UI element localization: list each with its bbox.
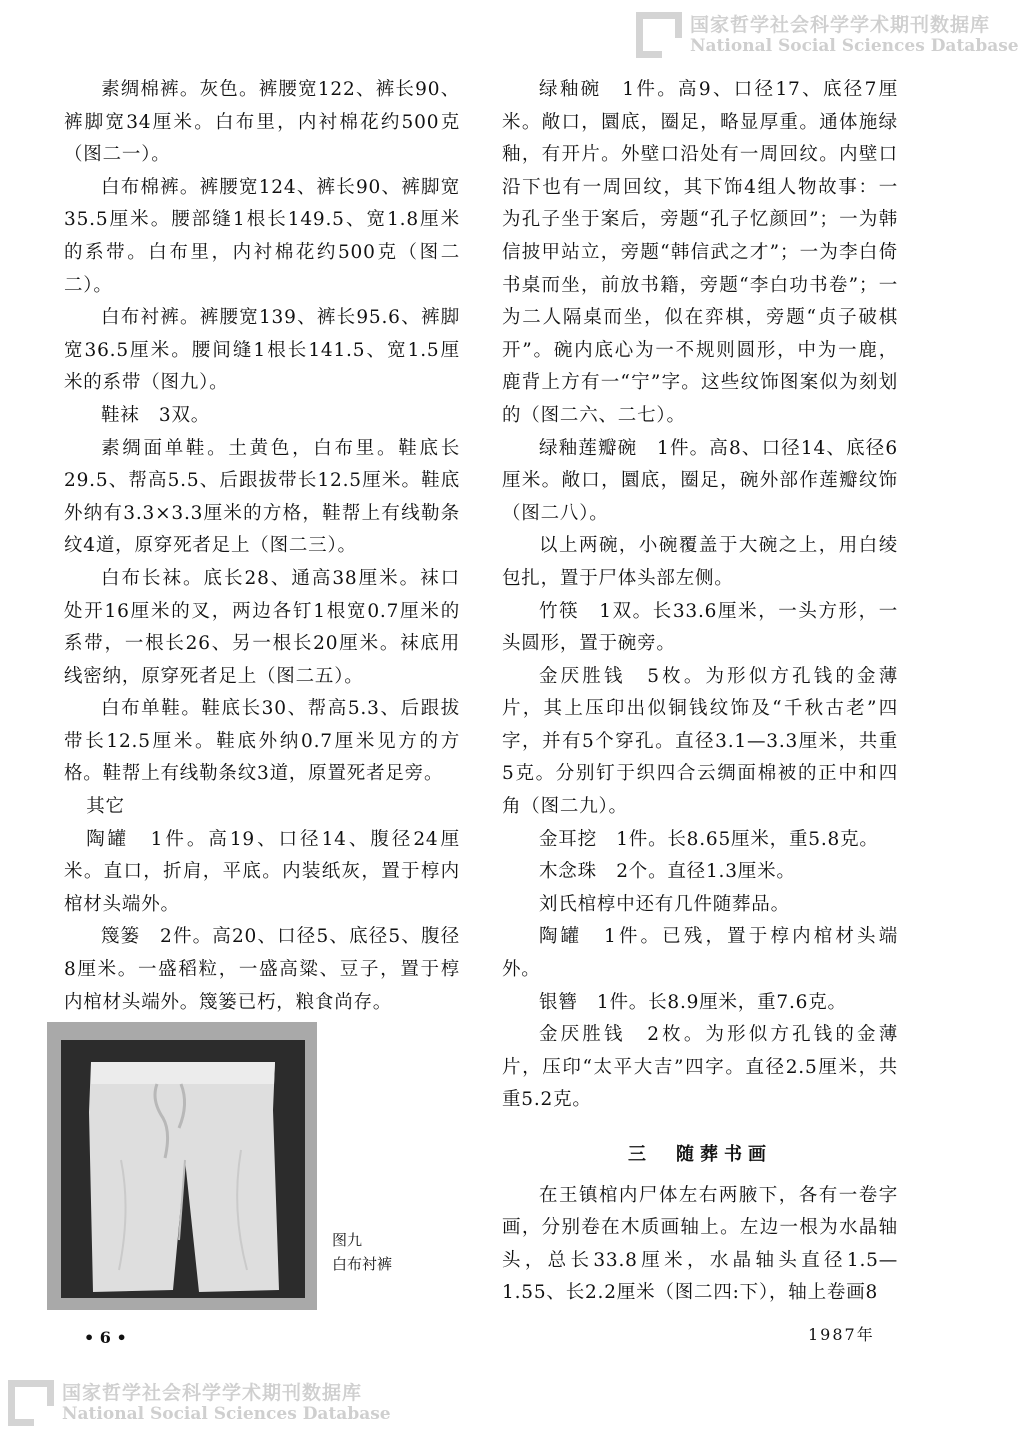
database-logo-icon	[8, 1380, 54, 1426]
page-number: • 6 •	[84, 1328, 127, 1347]
paragraph: 竹筷 1双。长33.6厘米，一头方形，一头圆形，置于碗旁。	[502, 600, 898, 655]
paragraph: 陶罐 1件。已残，置于椁内棺材头端外。	[502, 926, 898, 981]
watermark-cn: 国家哲学社会科学学术期刊数据库	[690, 14, 991, 36]
publication-year: 1987年	[808, 1325, 875, 1344]
paragraph: 陶罐 1件。高19、口径14、腹径24厘米。直口，折肩，平底。内装纸灰，置于椁内棺材头端外。	[64, 828, 460, 915]
paragraph: 金厌胜钱 5枚。为形似方孔钱的金薄片，其上压印出似铜钱纹饰及“千秋古老”四字，并有5个穿孔。直径3.1—3.3厘米，共重5克。分别钉于织四合云绸面棉被的正中和四角（图二九）。	[502, 665, 898, 818]
paragraph: 刘氏棺椁中还有几件随葬品。	[539, 893, 790, 915]
paragraph: 鞋袜 3双。	[101, 404, 211, 426]
paragraph: 白布单鞋。鞋底长30、帮高5.3、后跟拔带长12.5厘米。鞋底外纳0.7厘米见方的方格。鞋帮上有线勒条纹3道，原置死者足旁。	[64, 698, 460, 785]
paragraph: 素绸棉裤。灰色。裤腰宽122、裤长90、裤脚宽34厘米。白布里，内衬棉花约500克（图二一）。	[64, 79, 460, 166]
paragraph: 在王镇棺内尸体左右两腋下，各有一卷字画，分别卷在木质画轴上。左边一根为水晶轴头，总长33.8厘米，水晶轴头直径1.5—1.55、长2.2厘米（图二四:下），轴上卷画8	[502, 1184, 898, 1304]
watermark-en: National Social Sciences Database	[62, 1404, 391, 1424]
paragraph: 素绸面单鞋。土黄色，白布里。鞋底长29.5、帮高5.5、后跟拔带长12.5厘米。鞋底外纳有3.3×3.3厘米的方格，鞋帮上有线勒条纹4道，原穿死者足上（图二三）。	[64, 437, 460, 557]
watermark-top	[636, 12, 1019, 58]
watermark-bottom	[8, 1380, 391, 1426]
paragraph: 白布长袜。底长28、通高38厘米。袜口处开16厘米的叉，两边各钉1根宽0.7厘米的系带，一根长26、另一根长20厘米。袜底用线密纳，原穿死者足上（图二五）。	[64, 567, 460, 687]
figure-caption	[332, 1228, 392, 1276]
right-column	[502, 74, 898, 1310]
paragraph: 篾篓 2件。高20、口径5、底径5、腹径8厘米。一盛稻粒，一盛高粱、豆子，置于椁内棺材头端外。篾篓已朽，粮食尚存。	[64, 926, 460, 1013]
left-column	[64, 74, 460, 1019]
figure-label: 图九	[332, 1231, 363, 1249]
paragraph: 金厌胜钱 2枚。为形似方孔钱的金薄片，压印“太平大吉”四字。直径2.5厘米，共重5.2克。	[502, 1024, 898, 1111]
watermark-en: National Social Sciences Database	[690, 36, 1019, 56]
trousers-image	[61, 1040, 305, 1298]
figure-photo	[47, 1022, 317, 1310]
section-heading: 三 随葬书画	[628, 1144, 772, 1165]
watermark-cn: 国家哲学社会科学学术期刊数据库	[62, 1382, 363, 1404]
subheading-other: 其它	[86, 796, 125, 818]
database-logo-icon	[636, 12, 682, 58]
paragraph: 绿釉碗 1件。高9、口径17、底径7厘米。敞口，圜底，圈足，略显厚重。通体施绿釉，有开片。外壁口沿处有一周回纹。内壁口沿下也有一周回纹，其下饰4组人物故事：一为孔子坐于案后，旁题“孔子忆颜回”；一为韩信披甲站立，旁题“韩信武之才”；一为李白倚书桌而坐，前放书籍，旁题“李白功书卷”；一为二人隔桌而坐，似在弈棋，旁题“贞子破棋开”。碗内底心为一不规则圆形，中为一鹿，鹿背上方有一“宁”字。这些纹饰图案似为刻划的（图二六、二七）。	[502, 79, 898, 426]
figure-title: 白布衬裤	[332, 1255, 393, 1273]
paragraph: 金耳挖 1件。长8.65厘米，重5.8克。	[539, 828, 879, 850]
paragraph: 木念珠 2个。直径1.3厘米。	[539, 861, 796, 883]
photo-background	[61, 1040, 305, 1298]
paragraph: 以上两碗，小碗覆盖于大碗之上，用白绫包扎，置于尸体头部左侧。	[502, 535, 898, 589]
paragraph: 银簪 1件。长8.9厘米，重7.6克。	[539, 991, 847, 1013]
paragraph: 绿釉莲瓣碗 1件。高8、口径14、底径6厘米。敞口，圜底，圈足，碗外部作莲瓣纹饰（图二八）。	[502, 437, 898, 524]
paragraph: 白布衬裤。裤腰宽139、裤长95.6、裤脚宽36.5厘米。腰间缝1根长141.5、宽1.5厘米的系带（图九）。	[64, 307, 460, 394]
paragraph: 白布棉裤。裤腰宽124、裤长90、裤脚宽35.5厘米。腰部缝1根长149.5、宽1.8厘米的系带。白布里，内衬棉花约500克（图二二）。	[64, 176, 460, 296]
